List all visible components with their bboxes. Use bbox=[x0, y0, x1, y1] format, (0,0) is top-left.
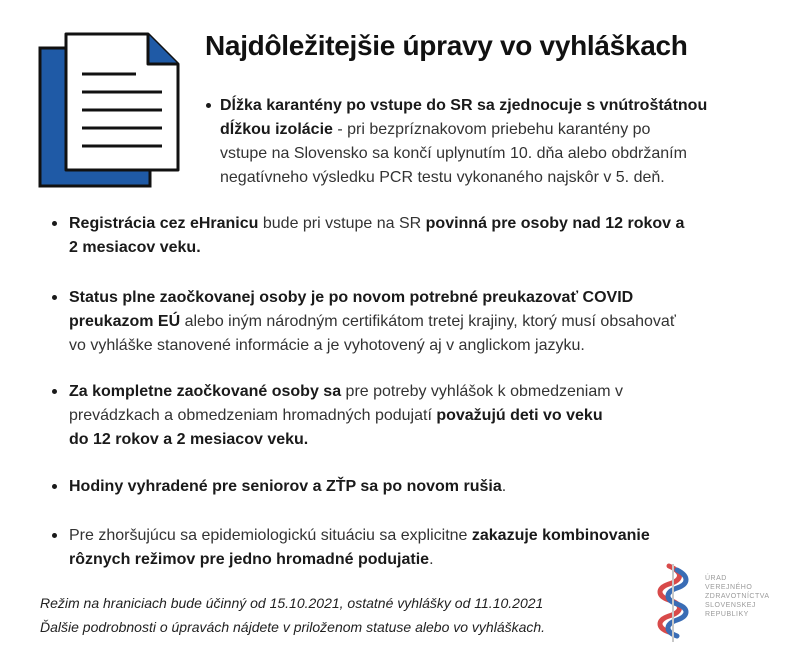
bullet-line bbox=[69, 380, 794, 404]
text: vo vyhláške stanovené informácie a je vyhotovený aj v anglickom jazyku. bbox=[69, 337, 585, 354]
footer-effective-dates: Režim na hraniciach bude účinný od 15.10.2021, ostatné vyhlášky od 11.10.2021 bbox=[40, 595, 544, 611]
bold-text: Hodiny vyhradené pre seniorov a ZŤP sa po novom rušia bbox=[69, 478, 502, 495]
bold-text: do 12 rokov a 2 mesiacov veku. bbox=[69, 431, 309, 448]
bold-text: Status plne zaočkovanej osoby je po novom potrebné preukazovať COVID bbox=[69, 289, 634, 306]
text: bude pri vstupe na SR bbox=[258, 215, 426, 232]
bullet-1 bbox=[220, 94, 790, 190]
bullet-line bbox=[220, 142, 790, 166]
text: alebo iným národným certifikátom tretej krajiny, ktorý musí obsahovať bbox=[180, 313, 676, 330]
bold-text: povinná pre osoby nad 12 rokov a bbox=[425, 215, 685, 232]
bullet-5 bbox=[69, 475, 789, 499]
bold-text: 2 mesiacov veku. bbox=[69, 239, 201, 256]
uvz-logo-icon bbox=[655, 562, 691, 644]
bullet-line bbox=[69, 236, 789, 260]
bold-text: preukazom EÚ bbox=[69, 313, 181, 330]
page-title: Najdôležitejšie úpravy vo vyhláškach bbox=[205, 30, 688, 61]
text: prevádzkach a obmedzeniam hromadných podujatí bbox=[69, 407, 437, 424]
logo-line: VEREJNÉHO bbox=[705, 584, 753, 591]
bullet-line bbox=[69, 404, 794, 428]
logo-line: REPUBLIKY bbox=[705, 611, 749, 618]
bullet-line bbox=[69, 524, 789, 548]
bullet-3 bbox=[69, 286, 794, 358]
bullet-line bbox=[69, 334, 794, 358]
bold-text: považujú deti vo veku bbox=[436, 407, 603, 424]
bold-text: Dĺžka karantény po vstupe do SR sa zjednocuje s vnútroštátnou bbox=[220, 97, 708, 114]
bullet-dot bbox=[52, 221, 57, 226]
bold-text: zakazuje kombinovanie bbox=[471, 527, 650, 544]
bullet-dot bbox=[52, 484, 57, 489]
bold-text: dĺžkou izolácie bbox=[220, 121, 333, 138]
logo-line: SLOVENSKEJ bbox=[705, 602, 756, 609]
text: - pri bezpríznakovom priebehu karantény po bbox=[332, 121, 651, 138]
bullet-line bbox=[220, 118, 790, 142]
text: pre potreby vyhlášok k obmedzeniam v bbox=[341, 383, 624, 400]
bullet-line bbox=[69, 475, 789, 499]
bold-text: Za kompletne zaočkované osoby sa bbox=[69, 383, 342, 400]
bold-text: Registrácia cez eHranicu bbox=[69, 215, 259, 232]
logo-line: ZDRAVOTNÍCTVA bbox=[705, 593, 770, 600]
text: Pre zhoršujúcu sa epidemiologickú situáciu sa explicitne bbox=[69, 527, 472, 544]
bullet-line bbox=[220, 94, 790, 118]
bullet-line bbox=[69, 286, 794, 310]
uvz-logo-text bbox=[705, 574, 795, 619]
bullet-line bbox=[220, 166, 790, 190]
text: vstupe na Slovensko sa končí uplynutím 10. dňa alebo obdržaním bbox=[220, 145, 687, 162]
bullet-dot bbox=[52, 295, 57, 300]
bold-text: rôznych režimov pre jedno hromadné podujatie bbox=[69, 551, 430, 568]
bullet-4 bbox=[69, 380, 794, 452]
bullet-line bbox=[69, 428, 794, 452]
document-icon bbox=[38, 30, 183, 190]
bullet-line bbox=[69, 212, 789, 236]
text: . bbox=[501, 478, 507, 495]
logo-line: ÚRAD bbox=[705, 575, 727, 582]
bullet-dot bbox=[206, 103, 211, 108]
text: negatívneho výsledku PCR testu vykonaného najskôr v 5. deň. bbox=[220, 169, 665, 186]
bullet-dot bbox=[52, 389, 57, 394]
bullet-line bbox=[69, 310, 794, 334]
bullet-dot bbox=[52, 533, 57, 538]
bullet-2 bbox=[69, 212, 789, 260]
text: . bbox=[429, 551, 434, 568]
footer-more-info: Ďalšie podrobnosti o úpravách nájdete v priloženom statuse alebo vo vyhláškach. bbox=[40, 619, 546, 635]
